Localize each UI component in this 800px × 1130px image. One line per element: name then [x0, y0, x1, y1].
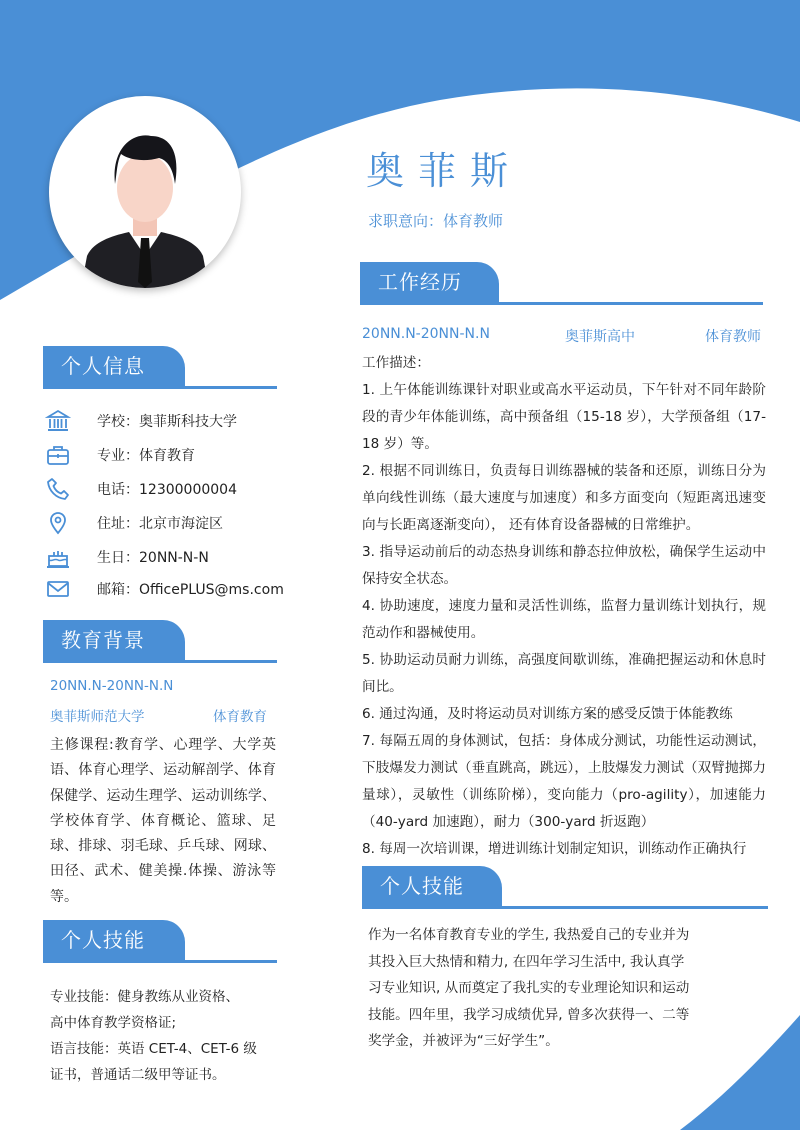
work-item: 7. 每隔五周的身体测试，包括：身体成分测试，功能性运动测试，下肢爆发力测试（垂直跳高，跳远），上肢爆发力测试（双臂抛掷力量球），灵敏性（训练阶梯），变向能力（pro-agility），加速能力（40-yard 加速跑），耐力（300-yard 折返跑）: [362, 733, 766, 830]
work-description: [362, 350, 766, 863]
work-title: 工作经历: [378, 270, 462, 294]
work-section-header: [360, 262, 763, 306]
info-birthday-text: 生日：20NN-N-N: [97, 550, 209, 566]
work-company: 奥菲斯高中: [565, 329, 635, 345]
envelope-icon: [45, 576, 71, 602]
skills-right-line: 作为一名体育教育专业的学生, 我热爱自己的专业并为: [368, 927, 690, 943]
education-major: 体育教育: [213, 709, 267, 725]
work-item: 6. 通过沟通，及时将运动员对训练方案的感受反馈于体能教练: [362, 706, 733, 722]
education-school: 奥菲斯师范大学: [50, 709, 145, 725]
info-birthday: [45, 542, 209, 572]
work-item: 1. 上午体能训练课针对职业或高水平运动员，下午针对不同年龄阶段的青少年体能训练，高中预备组（15-18 岁），大学预备组（17-18 岁）等。: [362, 382, 766, 452]
skills-right-text: [368, 922, 710, 1055]
work-item: 5. 协助运动员耐力训练，高强度间歇训练，准确把握运动和休息时间比。: [362, 652, 766, 695]
phone-icon: [45, 476, 71, 502]
education-period: 20NN.N-20NN-N.N: [50, 678, 174, 694]
skills-right-section-header: [362, 866, 768, 910]
education-school-row: [50, 705, 275, 725]
personal-info-title: 个人信息: [61, 354, 145, 378]
info-email-text: 邮箱：OfficePLUS@ms.com: [97, 582, 284, 598]
skills-right-line: 其投入巨大热情和精力, 在四年学习生活中, 我认真学: [368, 953, 685, 970]
school-icon: [45, 408, 71, 434]
skills-left-line: 专业技能：健身教练从业资格、: [50, 989, 239, 1005]
work-desc-label: 工作描述：: [362, 355, 430, 371]
skills-right-line: 奖学金，并被评为“三好学生”。: [368, 1033, 559, 1049]
skills-right-title: 个人技能: [380, 874, 464, 898]
work-item: 3. 指导运动前后的动态热身训练和静态拉伸放松，确保学生运动中保持安全状态。: [362, 544, 766, 587]
info-major: [45, 440, 195, 470]
birthday-cake-icon: [45, 544, 71, 570]
work-period: 20NN.N-20NN-N.N: [362, 326, 490, 342]
briefcase-icon: [45, 442, 71, 468]
info-phone: [45, 474, 237, 504]
work-item: 4. 协助速度，速度力量和灵活性训练，监督力量训练计划执行，规范动作和器械使用。: [362, 598, 766, 641]
skills-left-line: 高中体育教学资格证;: [50, 1015, 177, 1031]
work-position: 体育教师: [705, 329, 761, 345]
job-intent-label: 求职意向：: [368, 212, 444, 230]
skills-left-line: 证书，普通话二级甲等证书。: [50, 1067, 226, 1083]
skills-left-section-header: [43, 920, 277, 964]
info-email: [45, 574, 284, 604]
education-title: 教育背景: [61, 628, 145, 652]
work-item: 8. 每周一次培训课，增进训练计划制定知识，训练动作正确执行: [362, 841, 747, 857]
education-section-header: [43, 620, 277, 664]
personal-info-section-header: [43, 346, 277, 390]
job-intent-value: 体育教师: [443, 212, 504, 230]
info-address: [45, 508, 223, 538]
skills-left-text: [50, 984, 276, 1088]
skills-left-title: 个人技能: [61, 928, 145, 952]
candidate-name: 奥菲斯: [366, 149, 523, 193]
info-major-text: 专业：体育教育: [97, 448, 195, 464]
avatar: [49, 96, 241, 288]
person-avatar-icon: [49, 96, 241, 288]
info-school: [45, 406, 237, 436]
info-phone-text: 电话：12300000004: [97, 482, 237, 498]
skills-right-line: 习专业知识, 从而奠定了我扎实的专业理论知识和运动: [368, 980, 690, 996]
skills-right-line: 技能。四年里，我学习成绩优异, 曾多次获得一、二等: [368, 1006, 690, 1023]
work-item: 2. 根据不同训练日，负责每日训练器械的装备和还原，训练日分为单向线性训练（最大速度与加速度）和多方面变向（短距离迅速变向与长距离逐渐变向）， 还有体育设备器械的日常维护。: [362, 463, 766, 533]
location-pin-icon: [45, 510, 71, 536]
info-school-text: 学校：奥菲斯科技大学: [97, 414, 237, 430]
education-courses: 主修课程:教育学、心理学、大学英语、体育心理学、运动解剖学、体育保健学、运动生理学、运动训练学、学校体育学、体育概论、篮球、足球、排球、羽毛球、乒乓球、网球、田径、武术、健美操.体操、游泳等等。: [50, 737, 276, 905]
info-address-text: 住址：北京市海淀区: [97, 516, 223, 532]
job-intent: [368, 210, 503, 231]
skills-left-line: 语言技能：英语 CET-4、CET-6 级: [50, 1041, 257, 1057]
